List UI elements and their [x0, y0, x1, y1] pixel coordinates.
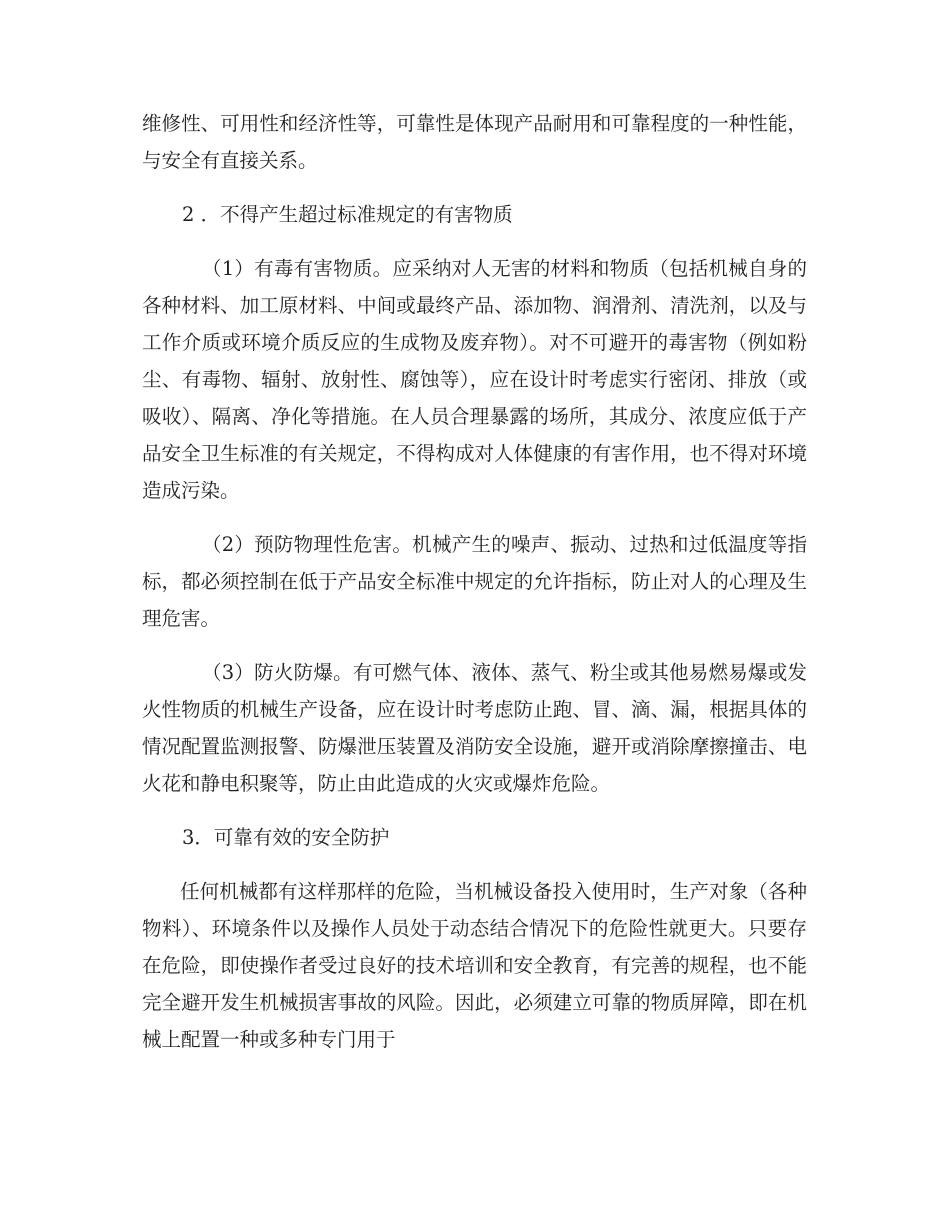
- document-body: [142, 105, 807, 1058]
- paragraph-toxic-substances: （1）有毒有害物质。应采纳对人无害的材料和物质（包括机械自身的各种材料、加工原材料、中间或最终产品、添加物、润滑剂、清洗剂，以及与工作介质或环境介质反应的生成物及废弃物）。对不可避开的毒害物（例如粉尘、有毒物、辐射、放射性、腐蚀等），应在设计时考虑实行密闭、排放（或吸收）、隔离、净化等措施。在人员合理暴露的场所，其成分、浓度应低于产品安全卫生标准的有关规定，不得构成对人体健康的有害作用，也不得对环境造成污染。: [142, 257, 807, 502]
- section-heading-2: 2 ．不得产生超过标准规定的有害物质: [182, 203, 513, 226]
- paragraph-physical-hazards: （2）预防物理性危害。机械产生的噪声、振动、过热和过低温度等指标，都必须控制在低于产品安全标准中规定的允许指标，防止对人的心理及生理危害。: [142, 533, 807, 630]
- paragraph-fire-explosion: （3）防火防爆。有可燃气体、液体、蒸气、粉尘或其他易燃易爆或发火性物质的机械生产设备，应在设计时考虑防止跑、冒、滴、漏，根据具体的情况配置监测报警、防爆泄压装置及消防安全设施，避开或消除摩擦撞击、电火花和静电积聚等，防止由此造成的火灾或爆炸危险。: [142, 661, 807, 795]
- paragraph-continuation: 维修性、可用性和经济性等，可靠性是体现产品耐用和可靠程度的一种性能，与安全有直接关系。: [142, 112, 807, 172]
- section-heading-3: 3．可靠有效的安全防护: [182, 826, 390, 849]
- paragraph-safety-protection: 任何机械都有这样那样的危险，当机械设备投入使用时，生产对象（各种物料）、环境条件以及操作人员处于动态结合情况下的危险性就更大。只要存在危险，即使操作者受过良好的技术培训和安全教育，有完善的规程，也不能完全避开发生机械损害事故的风险。因此，必须建立可靠的物质屏障，即在机械上配置一种或多种专门用于: [142, 880, 807, 1051]
